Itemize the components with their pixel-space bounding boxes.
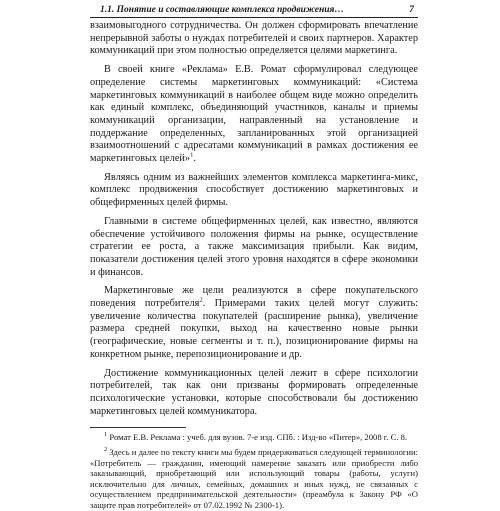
paragraph-text: . Примерами таких целей могут служить: увеличение количества покупателей (расширение рынка), увеличение размера средней покупки, выход на качественно новые рынки (географические, новые сегменты и т. п.), позиционирование фирмы на конкретном рынке, перепозиционирование и др. <box>90 298 419 360</box>
footnote-text: Здесь и далее по тексту книги мы будем придерживаться следующей терминологии: «Потребитель — гражданин, имеющий намерение заказать или приобрести либо заказывающий, приобретающий или использующий товары (работы, услуги) исключительно для личных, семейных, домашних и иных нужд, не связанных с осуществлением предпринимательской деятельности» (преамбула к Закону РФ «О защите прав потребителей» от 07.02.1992 № 2300-1). <box>90 446 418 510</box>
footnote-2 <box>90 447 418 511</box>
footnote-1 <box>90 432 418 443</box>
footnote-ref-2: 2 <box>199 296 203 304</box>
paragraph: Главными в системе общефирменных целей, как известно, являются обеспечение устойчивого положения фирмы на рынке, осуществление стратегии ее роста, а также максимизация прибыли. Как видим, показатели достижения целей этого уровня находятся в сфере экономики и финансов. <box>90 215 418 278</box>
footnote-divider <box>90 427 186 428</box>
paragraph-with-footnote-1: В своей книге «Реклама» Е.В. Ромат сформулировал следующее определение системы маркетинговых коммуникаций: «Система маркетинговых коммуникаций в наиболее общем виде можно определить как единый комплекс, объединяющий участников, каналы и приемы коммуникаций организации, направленный на установление и поддержание определенных, запланированных этой организацией взаимоотношений с адресатами коммуникаций в рамках достижения ее маркетинговых целей»$^1$. <box>90 64 418 165</box>
main-text <box>90 20 418 418</box>
paragraph-with-footnote-2 <box>90 285 418 361</box>
footnotes <box>90 432 418 510</box>
running-head-title: 1.1. Понятие и составляющие комплекса продвижения… <box>100 5 344 15</box>
book-page <box>90 4 419 510</box>
running-head <box>90 4 418 18</box>
footnote-mark-1: 1 <box>104 431 108 439</box>
paragraph: взаимовыгодного сотрудничества. Он должен сформировать впечатление непрерывной заботы о нуждах потребителей и своих партнеров. Характер коммуникаций при этом полностью определяется целями маркетинга. <box>90 20 418 57</box>
paragraph-text: В своей книге «Реклама» Е.В. Ромат сформулировал следующее определение системы маркетинговых коммуникаций: «Система маркетинговых коммуникаций в наиболее общем виде можно определить как единый комплекс, объединяющий участников, каналы и приемы коммуникаций организации, направленный на установление и поддержание определенных, запланированных этой организацией взаимоотношений с адресатами коммуникаций в рамках достижения ее маркетинговых целей» <box>90 64 418 165</box>
page-number: 7 <box>409 5 414 15</box>
paragraph: Являясь одним из важнейших элементов комплекса маркетинга-микс, комплекс продвижения способствует достижению маркетинговых и общефирменных целей фирмы. <box>90 171 418 209</box>
footnote-ref-1: 1 <box>190 151 194 159</box>
paragraph: Достижение коммуникационных целей лежит в сфере психологии потребителей, так как они призваны формировать определенные психологические установки, которые способствовали бы достижению маркетинговых целей коммуникатора. <box>90 367 418 417</box>
paragraph-text: Маркетинговые же цели реализуются в сфере покупательского поведения потребителя <box>90 285 418 310</box>
footnote-mark-2: 2 <box>104 446 108 454</box>
footnote-text: Ромат Е.В. Реклама : учеб. для вузов. 7-е изд. СПб. : Изд-во «Питер», 2008 г. С. 8. <box>109 432 408 443</box>
